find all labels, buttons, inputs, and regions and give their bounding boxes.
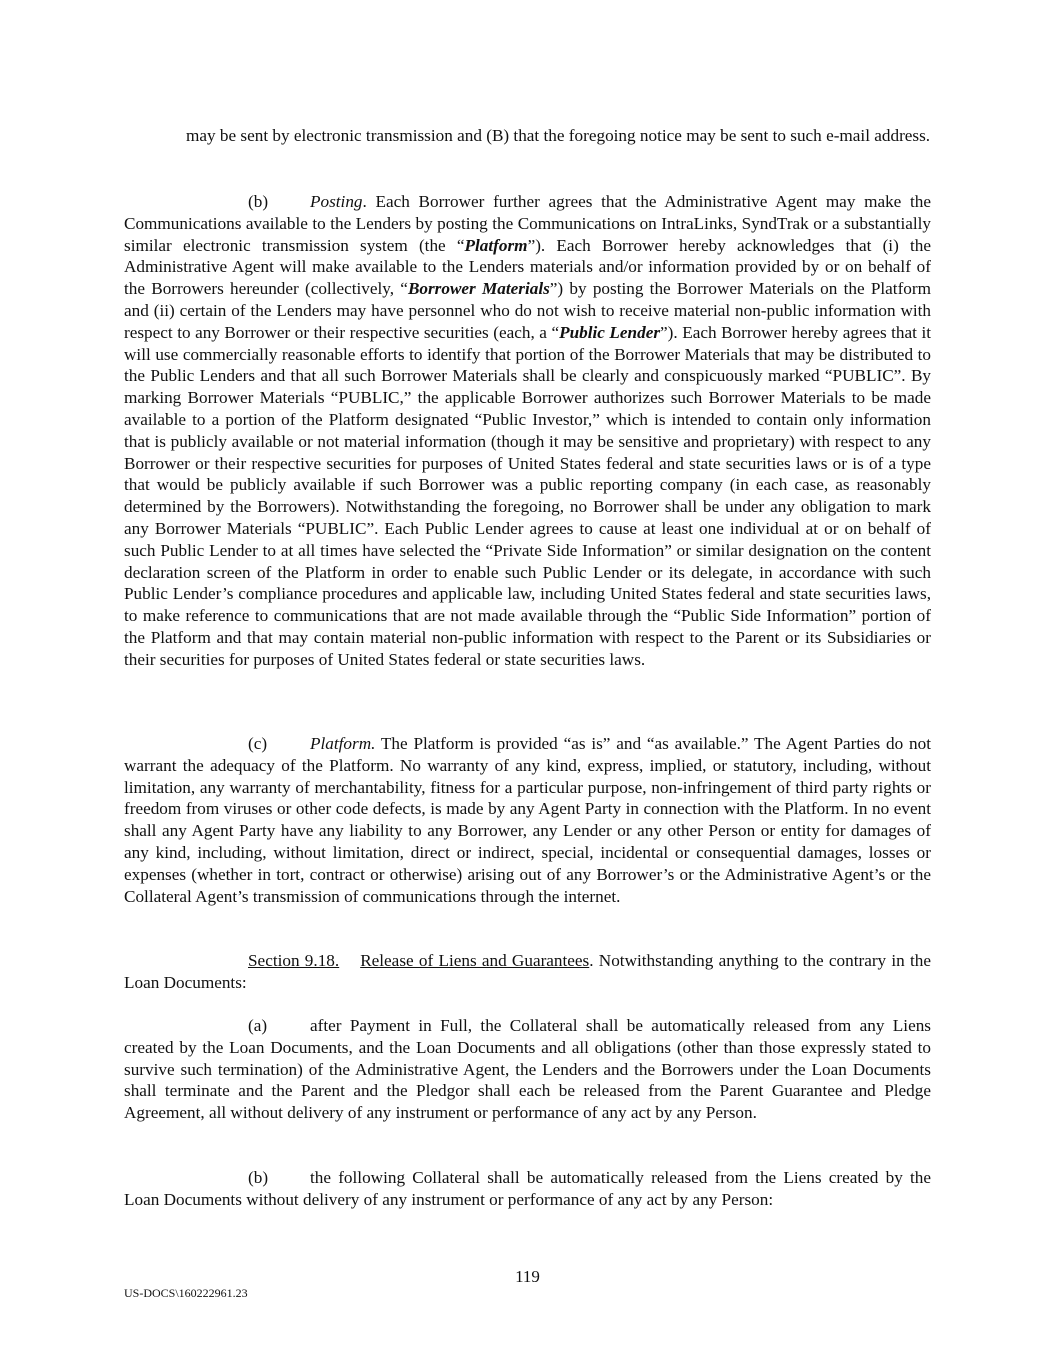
section-number: Section 9.18. [248,951,340,970]
platform-paragraph: (c) Platform. The Platform is provided “as is” and “as available.” The Agent Parties do not warrant the adequacy of the Platform. No warranty of any kind, express, implied, or statutory, including, without limitation, any warranty of merchantability, fitness for a particular purpose, non-infringement of third party rights or freedom from viruses or other code defects, is made by any Agent Party in connection with the Platform. In no event shall any Agent Party have any liability to any Borrower, any Lender or any other Person or entity for damages of any kind, including, without limitation, direct or indirect, special, incidental or consequential damages, losses or expenses (whether in tort, contract or otherwise) arising out of any Borrower’s or the Administrative Agent’s or the Collateral Agent’s transmission of communications through the internet. [124,734,931,906]
section-title: Release of Liens and Guarantees [360,951,590,970]
section-heading-paragraph: Section 9.18. Release of Liens and Guarantees. Notwithstanding anything to the contrary in the Loan Documents: [124,951,931,992]
clause-heading: Platform. [310,734,376,753]
defined-term-public-lender: Public Lender [559,322,661,342]
page-number: 119 [515,1267,540,1286]
release-b-paragraph: (b) the following Collateral shall be automatically released from the Liens created by the Loan Documents without delivery of any instrument or performance of any act by any Person: [124,1168,931,1209]
clause-number: (b) [248,1168,269,1187]
clause-number: (b) [248,192,269,211]
defined-term-borrower-materials: Borrower Materials [407,279,550,299]
document-id: US-DOCS\160222961.23 [124,1286,248,1300]
clause-number: (a) [248,1016,268,1035]
clause-heading: Posting [310,192,363,211]
defined-term-platform: Platform [464,235,528,255]
release-a-paragraph: (a) after Payment in Full, the Collateral shall be automatically released from any Liens created by the Loan Documents, and the Loan Documents and all obligations (other than those expressly stated to survive such termination) of the Administrative Agent, the Lenders and the Borrowers under the Loan Documents shall terminate and the Parent and the Pledgor shall each be released from the Parent Guarantee and Pledge Agreement, all without delivery of any instrument or performance of any act by any Person. [124,1016,931,1123]
clause-number: (c) [248,734,268,753]
continuation-paragraph: may be sent by electronic transmission and (B) that the foregoing notice may be sent to such e-mail address. [186,126,931,145]
posting-paragraph: (b) Posting. Each Borrower further agrees that the Administrative Agent may make the Communications available to the Lenders by posting the Communications on IntraLinks, SyndTrak or a substantially similar electronic transmission system (the “Platform”). Each Borrower hereby acknowledges that (i) the Administrative Agent will make available to the Lenders materials and/or information provided by or on behalf of the Borrowers hereunder (collectively, “Borrower Materials”) by posting the Borrower Materials on the Platform and (ii) certain of the Lenders may have personnel who do not wish to receive material non-public information with respect to any Borrower or their respective securities (each, a “Public Lender”). Each Borrower hereby agrees that it will use commercially reasonable efforts to identify that portion of the Borrower Materials that may be distributed to the Public Lenders and that all such Borrower Materials shall be clearly and conspicuously marked “PUBLIC”. By marking Borrower Materials “PUBLIC,” the applicable Borrower authorizes such Borrower Materials to be made available to a portion of the Platform designated “Public Investor,” which is intended to contain only information that is publicly available or not material information (though it may be sensitive and proprietary) with respect to any Borrower or their respective securities for purposes of United States federal and state securities laws or is of a type that would be publicly available if such Borrower was a public reporting company (in each case, as reasonably determined by the Borrowers). Notwithstanding the foregoing, no Borrower shall be under any obligation to mark any Borrower Materials “PUBLIC”. Each Public Lender agrees to cause at least one individual at or on behalf of such Public Lender to at all times have selected the “Private Side Information” or similar designation on the content declaration screen of the Platform in order to enable such Public Lender or its delegate, in accordance with such Public Lender’s compliance procedures and applicable law, including United States federal and state securities laws, to make reference to communications that are not made available through the “Public Side Information” portion of the Platform and that may contain material non-public information with respect to the Parent or its Subsidiaries or their securities for purposes of United States federal or state securities laws. [124,192,931,669]
